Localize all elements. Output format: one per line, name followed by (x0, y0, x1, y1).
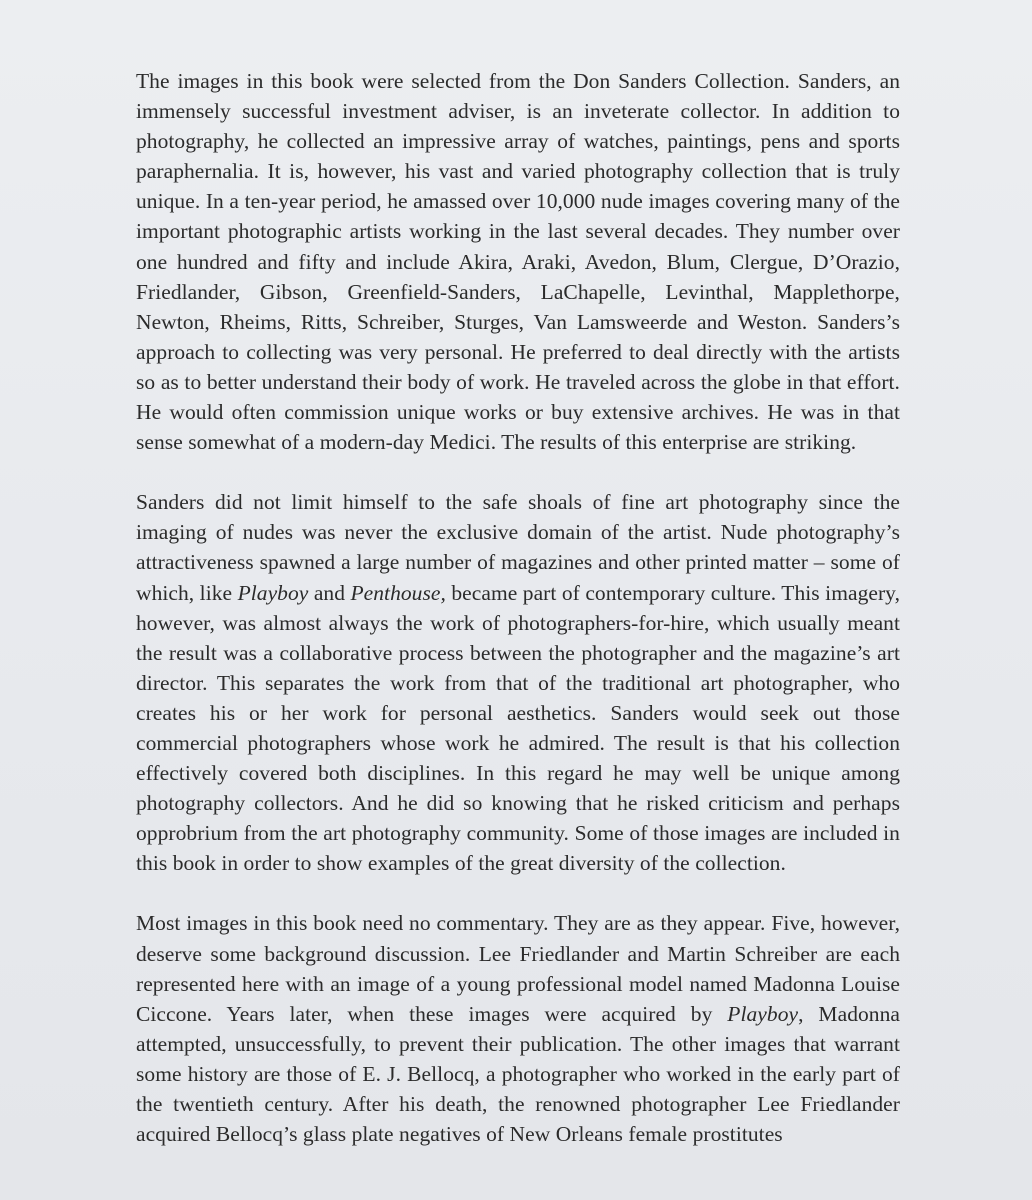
text-column (136, 66, 900, 1149)
magazine-title-penthouse: Penthouse, (350, 580, 446, 605)
paragraph-commentary (136, 908, 900, 1149)
paragraph-text: Sanders did not limit himself to the safe shoals of fine art photography since the imaging of nudes was never the exclusive domain of the artist. Nude photography’s attractiveness spawned a large number of magazines and other printed matter – some of which, like (136, 490, 900, 605)
magazine-title-playboy: Playboy (237, 580, 309, 605)
paragraph-commercial-photography (136, 487, 900, 878)
paragraph-text: The images in this book were selected from the Don Sanders Collection. Sanders, an immensely successful investment adviser, is an inveterate collector. In addition to photography, he collected an impressive array of watches, paintings, pens and sports paraphernalia. It is, however, his vast and varied photography collection that is truly unique. In a ten-year period, he amassed over 10,000 nude images covering many of the important photographic artists working in the last several decades. They number over one hundred and fifty and include Akira, Araki, Avedon, Blum, Clergue, D’Orazio, Friedlander, Gibson, Greenfield-Sanders, LaChapelle, Levinthal, Mapplethorpe, Newton, Rheims, Ritts, Schreiber, Sturges, Van Lamsweerde and Weston. Sanders’s approach to collecting was very personal. He preferred to deal directly with the artists so as to better understand their body of work. He traveled across the globe in that effort. He would often commission unique works or buy extensive archives. He was in that sense somewhat of a modern-day Medici. The results of this enterprise are striking. (136, 69, 900, 455)
paragraph-collection-intro (136, 66, 900, 457)
paragraph-text: became part of contemporary culture. This imagery, however, was almost always the work of photographers-for-hire, which usually meant the result was a collaborative process between the photographer and the magazine’s art director. This separates the work from that of the traditional art photographer, who creates his or her work for personal aesthetics. Sanders would seek out those commercial photographers whose work he admired. The result is that his collection effectively covered both disciplines. In this regard he may well be unique among photography collectors. And he did so knowing that he risked criticism and perhaps opprobrium from the art photography community. Some of those images are included in this book in order to show examples of the great diversity of the collection. (136, 580, 901, 876)
paragraph-text: and (308, 580, 351, 605)
magazine-title-playboy: Playboy (727, 1001, 799, 1026)
paragraph-text: , Madonna attempted, unsuccessfully, to prevent their publication. The other images that warrant some history are those of E. J. Bellocq, a photographer who worked in the early part of the twentieth century. After his death, the renowned photographer Lee Friedlander acquired Bellocq’s glass plate negatives of New Orleans female prostitutes (136, 1001, 900, 1147)
paragraph-text: Most images in this book need no commentary. They are as they appear. Five, however, deserve some background discussion. Lee Friedlander and Martin Schreiber are each represented here with an image of a young professional model named Madonna Louise Ciccone. Years later, when these images were acquired by (136, 911, 900, 1026)
